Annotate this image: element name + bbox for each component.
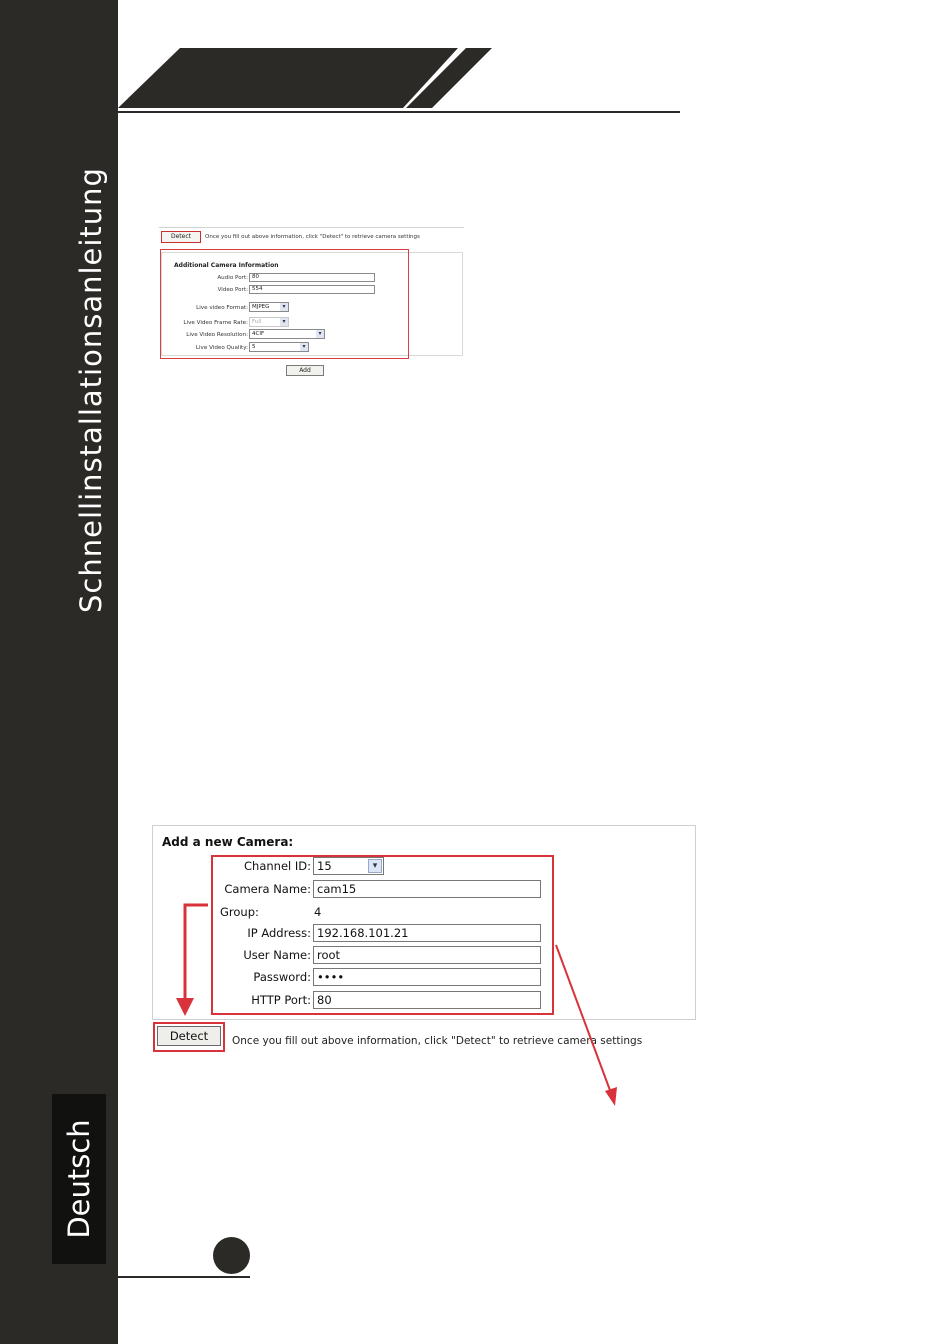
language-tab-label: Deutsch bbox=[62, 1119, 96, 1239]
http-port-input[interactable]: 80 bbox=[313, 991, 541, 1009]
http-port-label: HTTP Port: bbox=[251, 993, 311, 1007]
user-name-label: User Name: bbox=[243, 948, 311, 962]
channel-id-label: Channel ID: bbox=[244, 859, 311, 873]
pointer-arrow-line bbox=[556, 945, 611, 1093]
group-label: Group: bbox=[220, 905, 259, 919]
ip-address-label: IP Address: bbox=[247, 926, 311, 940]
live-video-quality-label: Live Video Quality: bbox=[195, 345, 248, 351]
camera-name-label: Camera Name: bbox=[224, 882, 311, 896]
camera-name-input[interactable]: cam15 bbox=[313, 880, 541, 898]
detect-button[interactable]: Detect bbox=[161, 231, 201, 243]
add-camera-title: Add a new Camera: bbox=[162, 835, 294, 849]
chevron-down-icon: ▾ bbox=[280, 318, 288, 326]
live-video-format-value: MJPEG bbox=[252, 304, 270, 310]
live-video-frame-rate-label: Live Video Frame Rate: bbox=[183, 320, 248, 326]
footer-rule bbox=[118, 1276, 250, 1278]
live-video-resolution-label: Live Video Resolution: bbox=[186, 332, 248, 338]
password-input[interactable]: •••• bbox=[313, 968, 541, 986]
detect-button[interactable]: Detect bbox=[157, 1026, 221, 1046]
group-value: 4 bbox=[314, 905, 322, 919]
add-button[interactable]: Add bbox=[286, 365, 324, 376]
video-port-label: Video Port: bbox=[217, 287, 248, 293]
live-video-frame-rate-value: Full bbox=[252, 319, 262, 325]
sidebar-title: Schnellinstallationsanleitung bbox=[74, 167, 108, 613]
video-port-input[interactable]: 554 bbox=[249, 285, 375, 294]
ip-address-input[interactable]: 192.168.101.21 bbox=[313, 924, 541, 942]
live-video-quality-value: 5 bbox=[252, 344, 256, 350]
down-arrow-line bbox=[185, 905, 208, 1000]
password-label: Password: bbox=[253, 970, 311, 984]
user-name-input[interactable]: root bbox=[313, 946, 541, 964]
down-arrow-head bbox=[176, 998, 194, 1016]
chevron-down-icon: ▾ bbox=[300, 343, 308, 351]
chevron-down-icon: ▾ bbox=[368, 859, 382, 873]
live-video-format-label: Live video Format: bbox=[196, 305, 248, 311]
chevron-down-icon: ▾ bbox=[316, 330, 324, 338]
pointer-arrow-head bbox=[605, 1087, 617, 1106]
audio-port-label: Audio Port: bbox=[217, 275, 248, 281]
page-number-dot bbox=[213, 1237, 250, 1274]
detect-instruction: Once you fill out above information, click "Detect" to retrieve camera settings bbox=[205, 234, 420, 240]
channel-id-value: 15 bbox=[317, 859, 332, 873]
audio-port-input[interactable]: 80 bbox=[249, 273, 375, 282]
chevron-down-icon: ▾ bbox=[280, 303, 288, 311]
live-video-resolution-value: 4CIF bbox=[252, 331, 265, 337]
detect-instruction: Once you fill out above information, click "Detect" to retrieve camera settings bbox=[232, 1035, 643, 1047]
section-title: Additional Camera Information bbox=[174, 262, 279, 269]
